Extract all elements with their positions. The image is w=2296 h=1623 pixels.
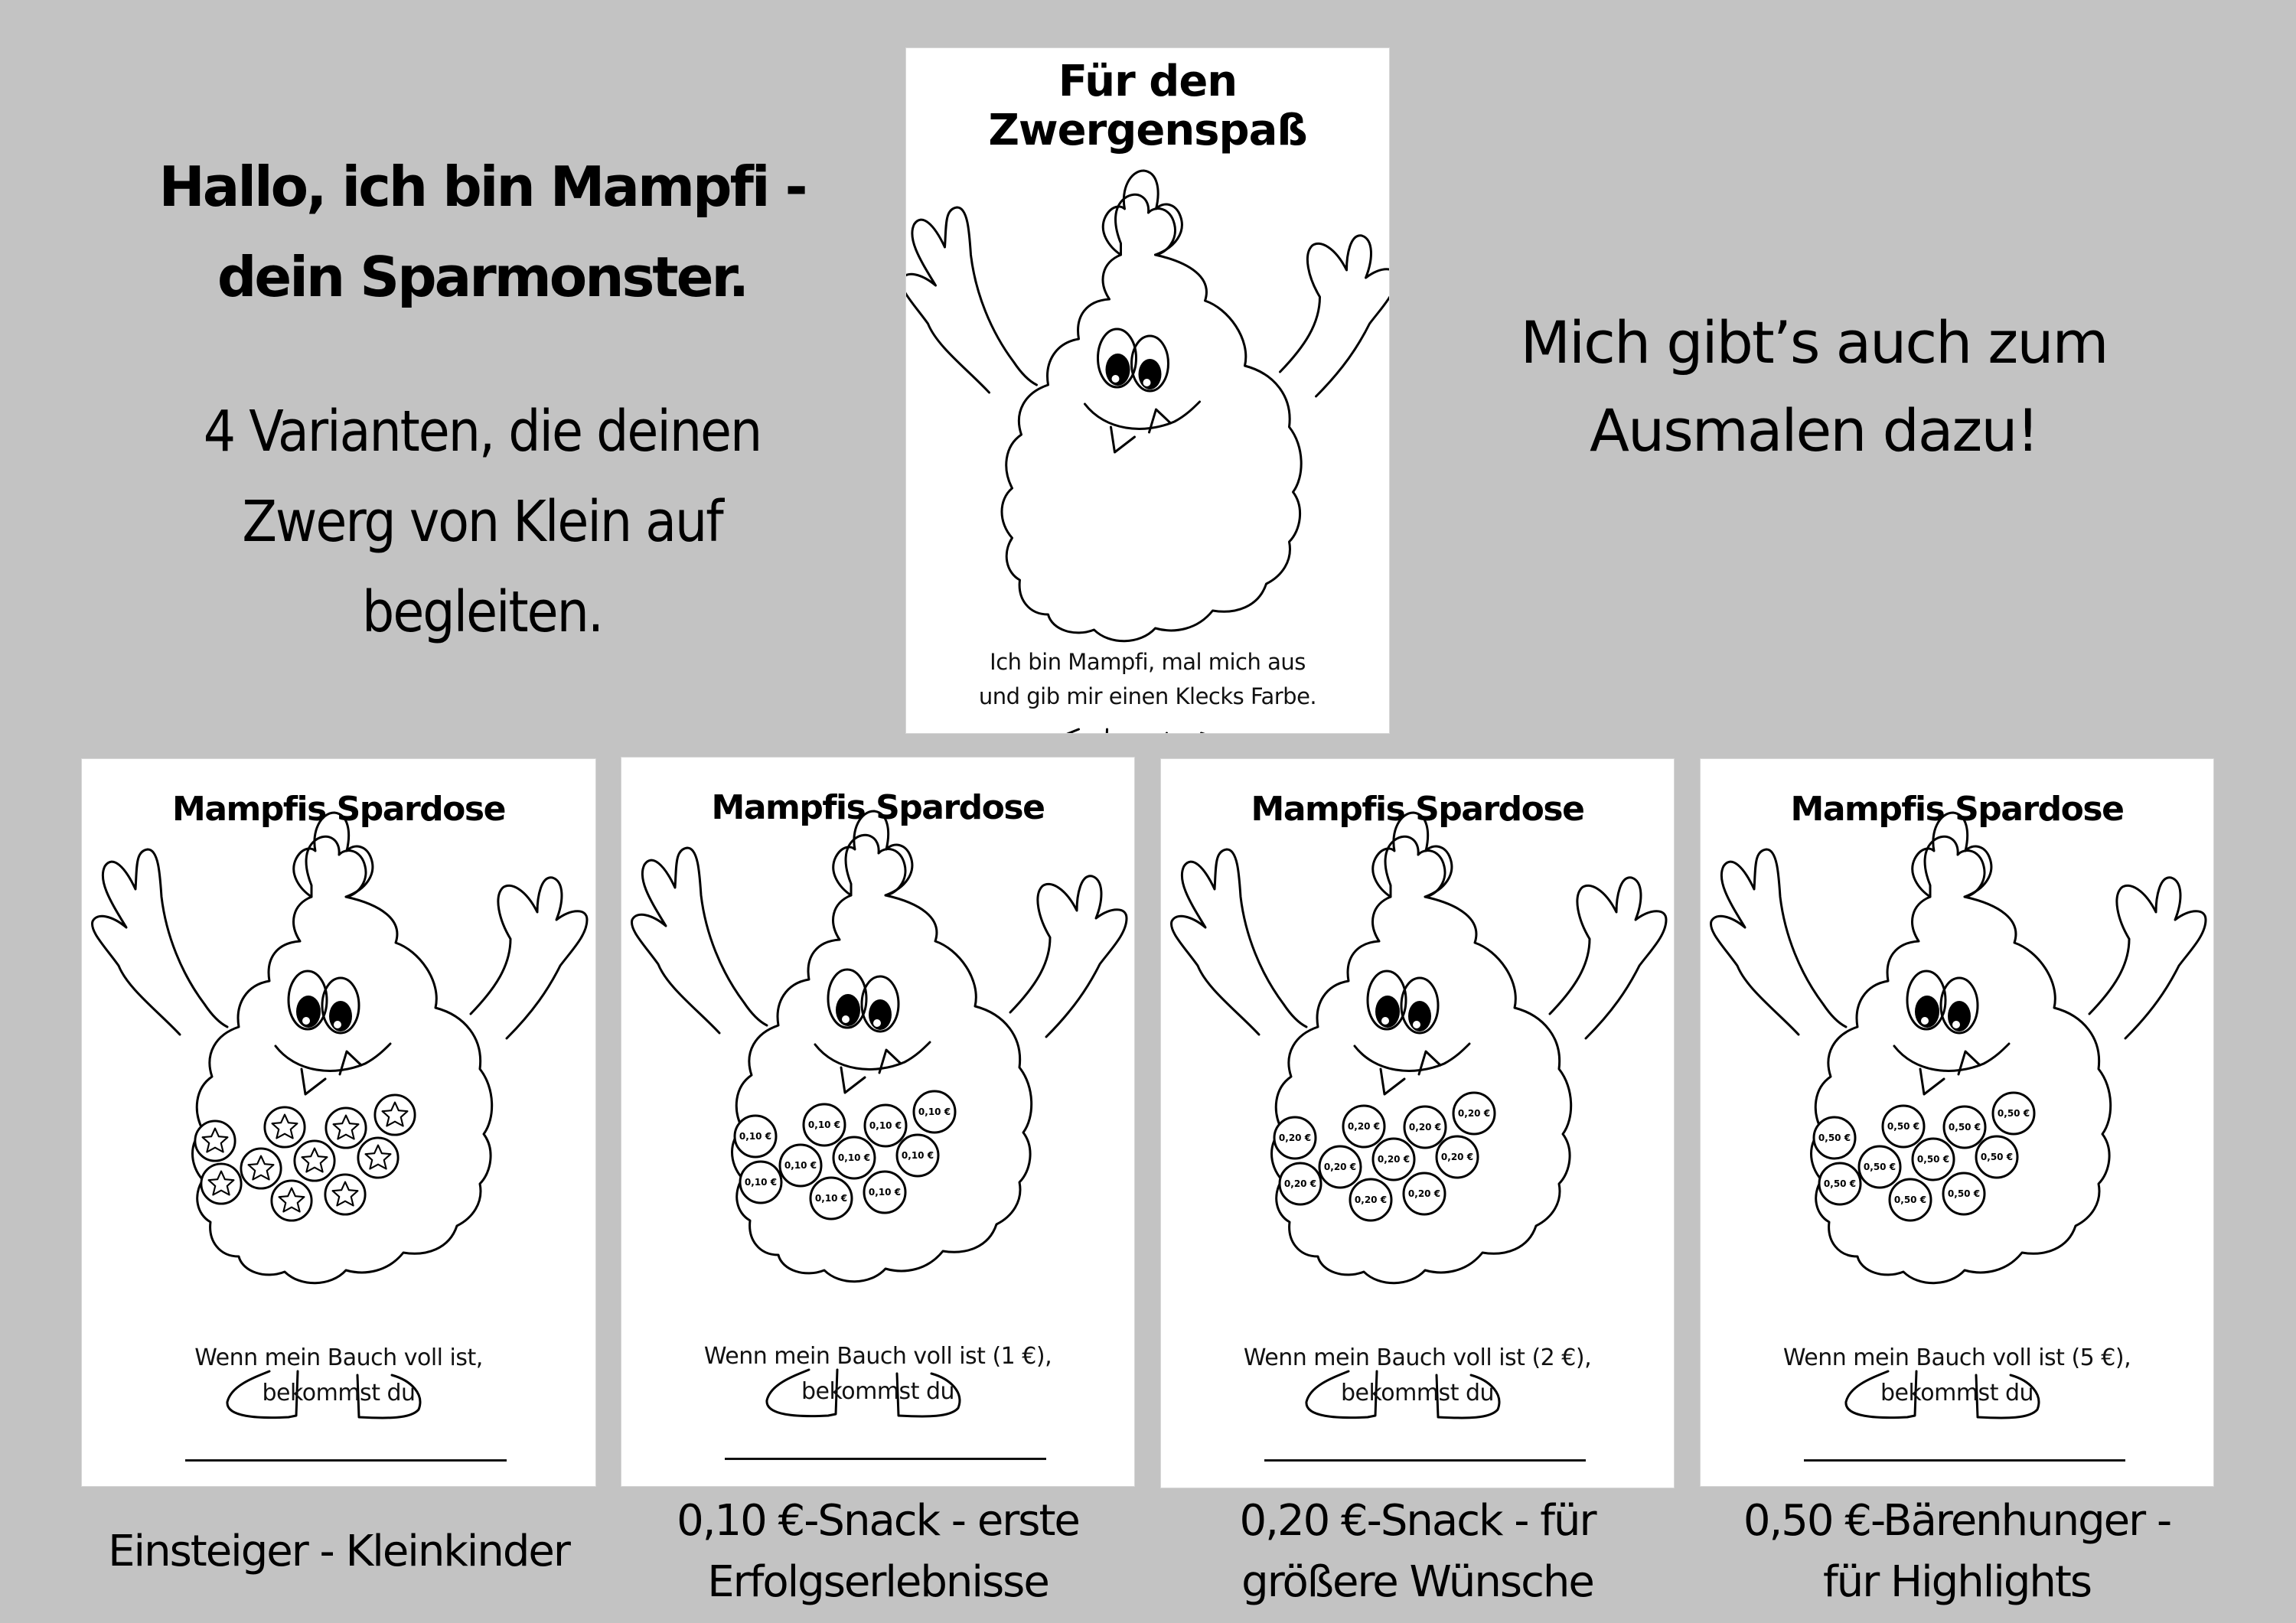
card-title: Mampfis Spardose	[172, 790, 505, 829]
variant-label-20-cent	[1161, 1491, 1674, 1613]
card-caption	[621, 1339, 1134, 1410]
label-line: 0,50 €-Bärenhunger -	[1743, 1496, 2171, 1546]
caption-line: Ich bin Mampfi, mal mich aus	[990, 649, 1306, 675]
caption-line: bekommst du	[1880, 1380, 2034, 1406]
subline-line: begleiten.	[362, 579, 602, 645]
coin-value: 0,10 €	[868, 1187, 902, 1198]
caption-line: Wenn mein Bauch voll ist (1 €),	[703, 1343, 1052, 1370]
coin-value: 0,20 €	[1377, 1154, 1411, 1165]
note-line: Ausmalen dazu!	[1590, 396, 2038, 464]
variant-card-20-cent	[1161, 759, 1674, 1488]
headline-line: Hallo, ich bin Mampfi -	[158, 155, 806, 219]
label-line: größere Wünsche	[1241, 1557, 1593, 1607]
star-icon	[272, 1181, 311, 1221]
label-line: Erfolgserlebnisse	[707, 1557, 1049, 1607]
coin-value: 0,50 €	[1947, 1188, 1981, 1199]
coin-value: 0,10 €	[837, 1152, 871, 1163]
coin-value: 0,50 €	[1948, 1122, 1981, 1133]
coloring-note	[1454, 298, 2174, 474]
reward-fill-line[interactable]	[1264, 1459, 1586, 1462]
variant-card-beginner	[82, 759, 595, 1486]
label-line: 0,20 €-Snack - für	[1239, 1496, 1596, 1546]
card-caption	[1701, 1341, 2213, 1411]
star-icon	[195, 1121, 235, 1161]
star-icon	[241, 1149, 281, 1188]
coin-value: 0,10 €	[784, 1160, 817, 1171]
monster-illustration	[906, 48, 1389, 733]
label-line: Einsteiger - Kleinkinder	[108, 1527, 569, 1576]
variant-card-50-cent	[1701, 759, 2213, 1486]
reward-fill-line[interactable]	[1804, 1459, 2125, 1462]
coloring-card-caption	[906, 645, 1389, 714]
card-caption	[1161, 1341, 1674, 1411]
label-line: 0,10 €-Snack - erste	[677, 1496, 1079, 1546]
label-line: für Highlights	[1822, 1557, 2092, 1607]
coin-value: 0,10 €	[739, 1131, 772, 1142]
intro-subline	[107, 386, 857, 657]
coin-value: 0,50 €	[1893, 1194, 1927, 1205]
intro-headline	[115, 142, 850, 322]
star-icon	[358, 1138, 398, 1178]
coin-value: 0,20 €	[1347, 1121, 1381, 1132]
card-caption	[82, 1341, 595, 1411]
coin-value: 0,20 €	[1323, 1162, 1357, 1172]
coin-value: 0,50 €	[1980, 1152, 2014, 1162]
caption-line: Wenn mein Bauch voll ist,	[194, 1344, 483, 1371]
star-icon	[326, 1108, 366, 1148]
euro-coins	[1814, 1093, 2034, 1221]
reward-fill-line[interactable]	[185, 1459, 507, 1462]
coin-value: 0,50 €	[1887, 1121, 1920, 1132]
coin-value: 0,20 €	[1278, 1133, 1312, 1143]
coin-value: 0,20 €	[1440, 1152, 1474, 1162]
euro-coins	[735, 1091, 955, 1219]
variant-label-beginner	[82, 1521, 595, 1582]
star-coins	[195, 1095, 415, 1221]
title-line: Für den	[1058, 57, 1238, 106]
star-icon	[295, 1141, 334, 1181]
star-icon	[201, 1164, 241, 1204]
caption-line: bekommst du	[262, 1380, 416, 1406]
coin-value: 0,10 €	[807, 1119, 841, 1130]
subline-line: Zwerg von Klein auf	[242, 489, 722, 555]
reward-fill-line[interactable]	[725, 1458, 1046, 1460]
coin-value: 0,50 €	[1997, 1108, 2030, 1119]
coin-value: 0,20 €	[1408, 1122, 1442, 1133]
coin-value: 0,10 €	[901, 1150, 934, 1161]
coin-value: 0,50 €	[1916, 1154, 1950, 1165]
coin-value: 0,10 €	[869, 1120, 902, 1131]
caption-line: bekommst du	[1340, 1380, 1495, 1406]
headline-line: dein Sparmonster.	[217, 245, 748, 309]
caption-line: Wenn mein Bauch voll ist (2 €),	[1243, 1344, 1592, 1371]
star-icon	[375, 1095, 415, 1135]
caption-line: Wenn mein Bauch voll ist (5 €),	[1782, 1344, 2131, 1371]
card-title: Mampfis Spardose	[1790, 790, 2124, 829]
subline-line: 4 Varianten, die deinen	[203, 399, 762, 464]
coin-value: 0,10 €	[814, 1193, 848, 1204]
variant-label-10-cent	[621, 1491, 1134, 1613]
coin-value: 0,20 €	[1354, 1194, 1388, 1205]
card-title: Mampfis Spardose	[711, 788, 1045, 827]
variant-card-10-cent	[621, 758, 1134, 1486]
coin-value: 0,10 €	[918, 1106, 951, 1117]
caption-line: bekommst du	[801, 1378, 955, 1405]
coloring-page-card	[906, 48, 1389, 733]
euro-coins	[1274, 1093, 1495, 1221]
star-icon	[265, 1107, 305, 1147]
coin-value: 0,50 €	[1818, 1133, 1851, 1143]
note-line: Mich gibt’s auch zum	[1520, 308, 2108, 376]
variant-label-50-cent	[1701, 1491, 2213, 1613]
star-icon	[325, 1175, 365, 1214]
coin-value: 0,50 €	[1863, 1162, 1896, 1172]
caption-line: und gib mir einen Klecks Farbe.	[978, 683, 1317, 709]
coin-value: 0,20 €	[1283, 1178, 1317, 1189]
coin-value: 0,10 €	[744, 1177, 778, 1188]
title-line: Zwergenspaß	[988, 106, 1307, 155]
coin-value: 0,50 €	[1823, 1178, 1857, 1189]
card-title: Mampfis Spardose	[1251, 790, 1584, 829]
coin-value: 0,20 €	[1407, 1188, 1441, 1199]
coin-value: 0,20 €	[1457, 1108, 1491, 1119]
